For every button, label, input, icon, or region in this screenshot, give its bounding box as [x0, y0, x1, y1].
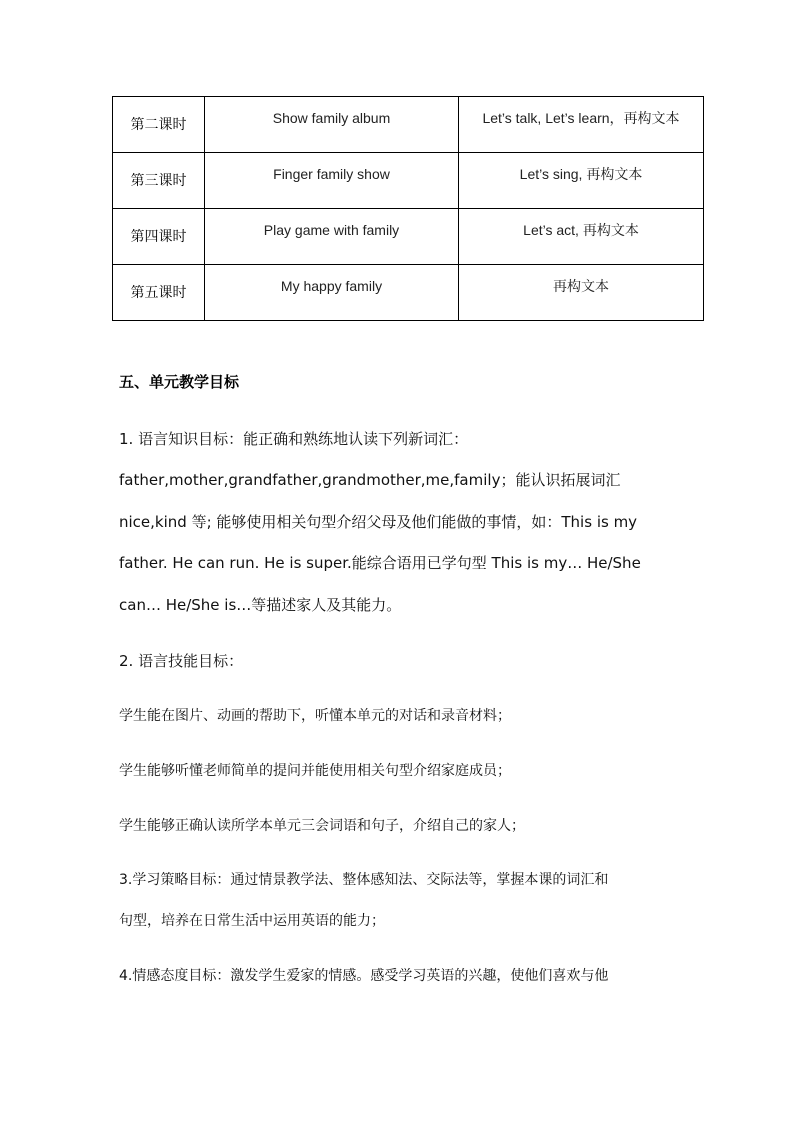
table-row [113, 97, 704, 153]
lesson-cell: 第五课时 [113, 265, 205, 321]
paragraph-line: 4.情感态度目标：激发学生爱家的情感。感受学习英语的兴趣，使他们喜欢与他 [119, 968, 609, 984]
content-cell: 再构文本 [459, 265, 704, 321]
lesson-cell: 第三课时 [113, 153, 205, 209]
paragraph-line: 句型，培养在日常生活中运用英语的能力； [119, 913, 385, 929]
lesson-plan-table [112, 96, 704, 321]
lesson-cell: 第四课时 [113, 209, 205, 265]
activity-cell: My happy family [205, 265, 459, 321]
activity-cell: Play game with family [205, 209, 459, 265]
paragraph-line: nice,kind 等; 能够使用相关句型介绍父母及他们能做的事情，如：This is my [119, 513, 638, 531]
content-cell: Let’s sing, 再构文本 [459, 153, 704, 209]
paragraph-line: 学生能在图片、动画的帮助下，听懂本单元的对话和录音材料； [119, 708, 511, 724]
paragraph-line: 1. 语言知识目标：能正确和熟练地认读下列新词汇： [119, 430, 469, 448]
table-row [113, 153, 704, 209]
lesson-cell: 第二课时 [113, 97, 205, 153]
table-row [113, 265, 704, 321]
activity-cell: Finger family show [205, 153, 459, 209]
content-cell: Let’s talk, Let’s learn，再构文本 [459, 97, 704, 153]
section-heading: 五、单元教学目标 [119, 373, 240, 391]
paragraph-line: 2. 语言技能目标： [119, 652, 244, 670]
table-row [113, 209, 704, 265]
paragraph-line: can… He/She is…等描述家人及其能力。 [119, 596, 402, 614]
content-cell: Let’s act, 再构文本 [459, 209, 704, 265]
activity-cell: Show family album [205, 97, 459, 153]
paragraph-line: 3.学习策略目标：通过情景教学法、整体感知法、交际法等，掌握本课的词汇和 [119, 872, 609, 888]
paragraph-line: father. He can run. He is super.能综合语用已学句型 This is my… He/She [119, 554, 641, 572]
paragraph-line: 学生能够听懂老师简单的提问并能使用相关句型介绍家庭成员； [119, 763, 511, 779]
paragraph-line: father,mother,grandfather,grandmother,me,family；能认识拓展词汇 [119, 471, 621, 489]
paragraph-line: 学生能够正确认读所学本单元三会词语和句子，介绍自己的家人； [119, 818, 525, 834]
